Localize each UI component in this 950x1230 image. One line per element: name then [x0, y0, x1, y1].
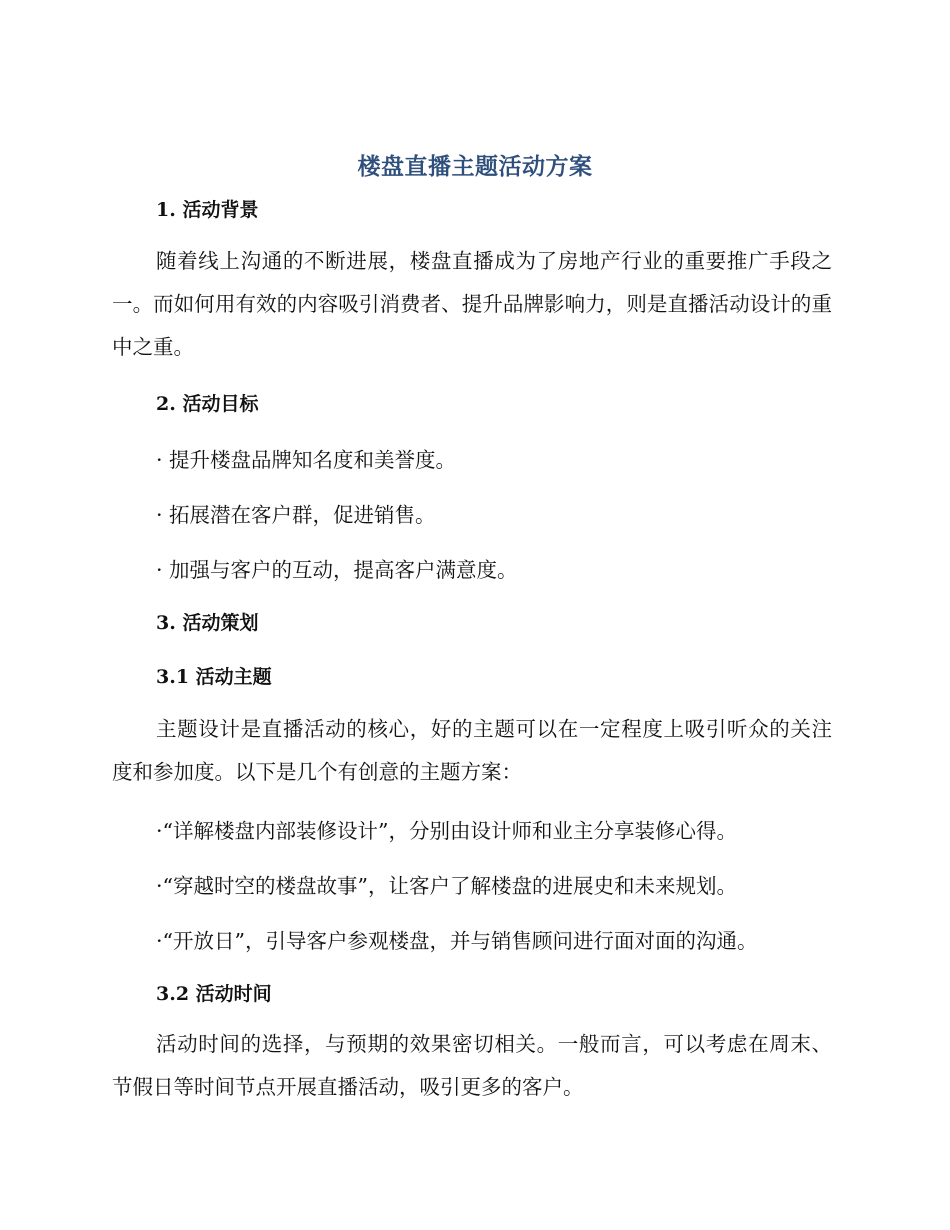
section-heading-planning: 3. 活动策划	[156, 612, 259, 634]
paragraph-time: 活动时间的选择，与预期的效果密切相关。一般而言，可以考虑在周末、节假日等时间节点开展直播活动，吸引更多的客户。	[112, 1032, 832, 1099]
list-item-goal: · 加强与客户的互动，提高客户满意度。	[156, 558, 518, 582]
list-item-theme: ·“详解楼盘内部装修设计”，分别由设计师和业主分享装修心得。	[156, 819, 737, 843]
subsection-heading-time: 3.2 活动时间	[156, 983, 272, 1005]
list-item-theme: ·“穿越时空的楼盘故事”，让客户了解楼盘的进展史和未来规划。	[156, 874, 737, 898]
list-item-theme: ·“开放日”，引导客户参观楼盘，并与销售顾问进行面对面的沟通。	[156, 929, 758, 953]
section-heading-goals: 2. 活动目标	[156, 393, 259, 415]
list-item-goal: · 提升楼盘品牌知名度和美誉度。	[156, 448, 457, 472]
paragraph-background: 随着线上沟通的不断进展，楼盘直播成为了房地产行业的重要推广手段之一。而如何用有效的内容吸引消费者、提升品牌影响力，则是直播活动设计的重中之重。	[112, 249, 832, 359]
list-item-goal: · 拓展潜在客户群，促进销售。	[156, 503, 436, 527]
section-heading-background: 1. 活动背景	[156, 199, 259, 221]
document-title: 楼盘直播主题活动方案	[357, 154, 593, 180]
paragraph-theme: 主题设计是直播活动的核心，好的主题可以在一定程度上吸引听众的关注度和参加度。以下是几个有创意的主题方案：	[112, 717, 832, 784]
subsection-heading-theme: 3.1 活动主题	[156, 666, 272, 688]
